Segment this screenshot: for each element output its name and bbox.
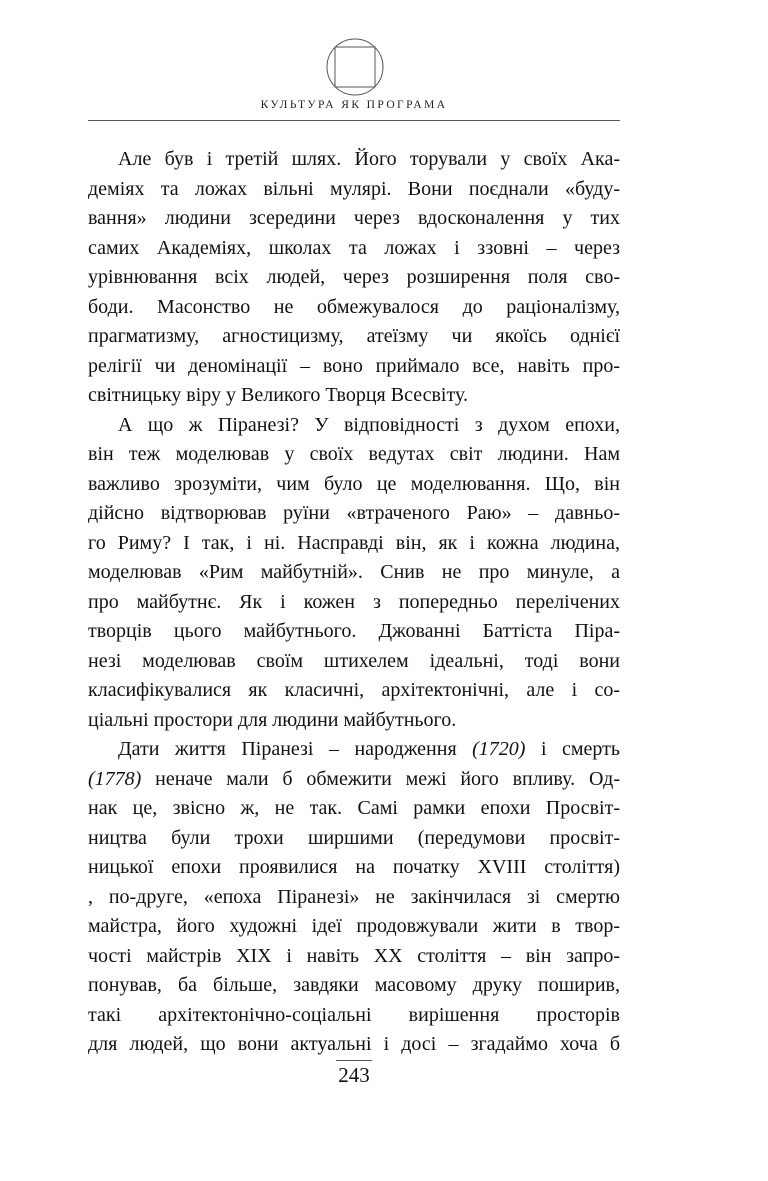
text-line: незі моделював своїм штихелем ідеальні, тоді вони (88, 649, 620, 672)
text-line: ціальні простори для людини майбутнього. (88, 708, 457, 731)
text-line (88, 735, 620, 765)
text-line: релігії чи деномінації – воно приймало все, навіть про- (88, 354, 620, 377)
text-line: світницьку віру у Великого Творця Всесвіту. (88, 384, 468, 406)
text-line: важливо зрозуміти, чим було це моделювання. Що, він (88, 472, 620, 495)
text-line: ництва були трохи ширшими (передумови просвіт- (88, 826, 620, 849)
text-line: го Риму? І так, і ні. Насправді він, як і кожна людина, (88, 531, 620, 554)
text-line: дійсно відтворював руїни «втраченого Раю» – давньо- (88, 502, 620, 524)
text-line: майстра, його художні ідеї продовжували жити в твор- (88, 915, 620, 937)
text-line: А що ж Піранезі? У відповідності з духом епохи, (118, 413, 620, 436)
paragraph-1 (88, 145, 620, 411)
page-number (0, 1060, 708, 1088)
text-line: про майбутнє. Як і кожен з попередньо перелічених (88, 590, 620, 613)
text-line: вання» людини зсередини через вдосконалення у тих (88, 207, 620, 229)
text-line: для людей, що вони актуальні і досі – згадаймо хоча б (88, 1033, 620, 1055)
text-line: , по-друге, «епоха Піранезі» не закінчилася зі смертю (88, 885, 620, 908)
text-fragment: і смерть (525, 738, 620, 760)
circle-square-emblem-icon (326, 38, 384, 96)
page-number-value: 243 (336, 1060, 372, 1088)
header-divider (88, 120, 620, 121)
text-line: такі архітектонічно-соціальні вирішення просторів (88, 1003, 620, 1026)
body-text (88, 145, 620, 1060)
text-line: ницької епохи проявилися на початку XVIII століття) (88, 856, 620, 878)
text-line: Але був і третій шлях. Його торували у своїх Ака- (118, 148, 620, 170)
text-line (88, 765, 620, 795)
text-line: він теж моделював у своїх ведутах світ людини. Нам (88, 443, 620, 465)
text-line: чості майстрів XIX і навіть XX століття – він запро- (88, 944, 620, 967)
text-fragment: неначе мали б обмежити межі його впливу. Од- (141, 767, 620, 790)
text-line: творців цього майбутнього. Джованні Баттіста Піра- (88, 620, 620, 642)
text-line: нак це, звісно ж, не так. Самі рамки епохи Просвіт- (88, 797, 620, 819)
text-line: моделював «Рим майбутній». Снив не про минуле, а (88, 561, 620, 583)
birth-year: (1720) (472, 738, 526, 760)
text-line: урівнювання всіх людей, через розширення поля сво- (88, 266, 620, 288)
text-fragment: Дати життя Піранезі – народження (118, 738, 473, 760)
text-line: прагматизму, агностицизму, атеїзму чи якоїсь однієї (88, 325, 620, 347)
text-line: деміях та ложах вільні мулярі. Вони поєднали «буду- (88, 177, 620, 200)
text-line: самих Академіях, школах та ложах і ззовні – через (88, 236, 620, 259)
paragraph-2 (88, 411, 620, 736)
text-line: класифікувалися як класичні, архітектонічні, але і со- (88, 679, 620, 701)
text-line: понував, ба більше, завдяки масовому друку поширив, (88, 974, 620, 996)
running-head: КУЛЬТУРА ЯК ПРОГРАМА (260, 99, 448, 111)
paragraph-3 (88, 735, 620, 1060)
text-line: боди. Масонство не обмежувалося до раціоналізму, (88, 295, 620, 318)
death-year: (1778) (88, 767, 142, 790)
